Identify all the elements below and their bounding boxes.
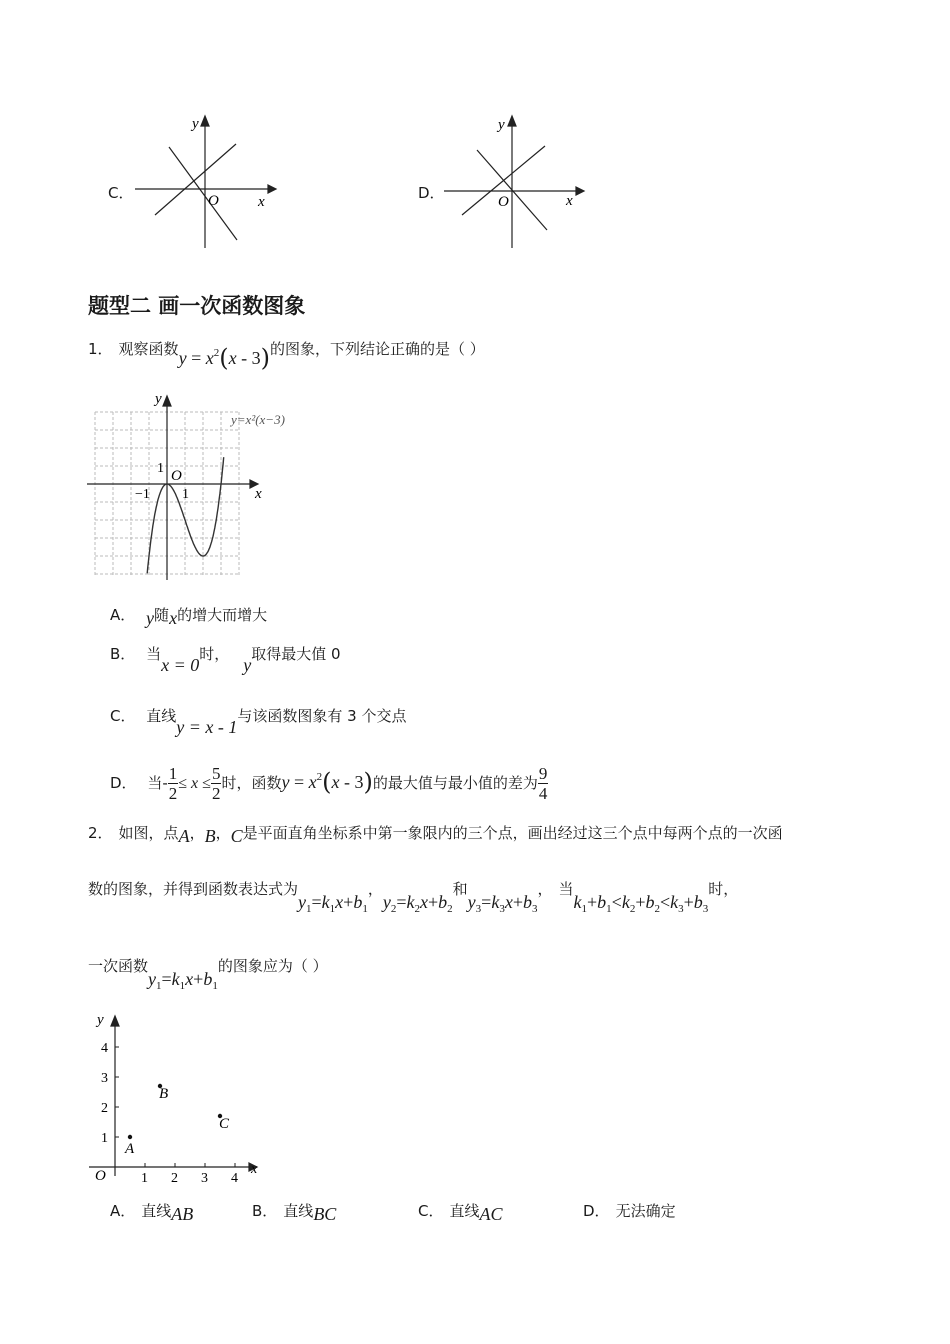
math-y1: $y_1=k_1x+b_1$ [148, 969, 218, 992]
point-label-b: B [159, 1086, 169, 1102]
q1-tail: 的图象，下列结论正确的是（ ） [269, 340, 485, 358]
tick-y-one: 1 [157, 461, 164, 476]
x-tick-label: 1 [141, 1171, 148, 1183]
x-tick-label: 3 [201, 1171, 208, 1183]
option-label: B． [252, 1202, 278, 1220]
option-label: C． [418, 1202, 444, 1220]
q2-option-b[interactable]: B． 直线BC [252, 1202, 337, 1224]
graph-option-c [130, 110, 280, 255]
x-tick-label: 2 [171, 1171, 178, 1183]
fraction-half: $\frac{1}{2}$ [168, 764, 178, 803]
option-c-label: C． [108, 184, 134, 202]
option-label: D． [583, 1202, 610, 1220]
option-text: 的最大值与最小值的差为 [372, 774, 538, 792]
math-y: y [146, 608, 155, 628]
y-tick-label: 1 [101, 1131, 108, 1146]
option-text: 与该函数图象有 3 个交点 [237, 707, 407, 725]
line-bc: BC [313, 1204, 337, 1224]
option-label: D． [110, 774, 137, 792]
option-text: 取得最大值 0 [251, 645, 341, 663]
origin-label: O [95, 1168, 106, 1183]
point-a-name: A [178, 826, 190, 846]
x-axis-label: x [566, 193, 573, 209]
q2-coordinate-graph [85, 1008, 270, 1183]
math-inequality: ≤ x ≤ [178, 775, 211, 792]
q2-option-c[interactable]: C． 直线AC [418, 1202, 503, 1224]
point-label-a: A [125, 1141, 135, 1157]
math-y2: $y_2=k_2x+b_2$ [382, 892, 453, 915]
y-axis-label: y [97, 1012, 104, 1028]
math-y1: $y_1=k_1x+b_1$ [298, 892, 368, 915]
q2-option-a[interactable]: A． 直线AB [110, 1202, 194, 1224]
y-tick-label: 4 [101, 1041, 108, 1056]
x-axis-label: x [258, 194, 265, 210]
origin-label: O [171, 468, 182, 484]
option-label: B． [110, 645, 136, 663]
section-title: 题型二 画一次函数图象 [88, 294, 306, 318]
math-function: $y = x^2(x - 3)$ [281, 768, 373, 796]
q1-option-b[interactable] [110, 643, 341, 675]
point-label-c: C [219, 1116, 230, 1132]
q1-function: $y = x^2(x - 3)$ [178, 344, 270, 372]
math-y: y [243, 655, 252, 675]
tick-x-neg-one: −1 [135, 487, 150, 502]
q2-option-d[interactable]: D． 无法确定 [583, 1202, 676, 1220]
q1-number: 1． [88, 340, 113, 358]
q1-option-a[interactable] [110, 604, 268, 628]
x-axis-label: x [251, 1162, 258, 1177]
option-text: 直线 [146, 707, 177, 725]
option-text: 当- [147, 774, 168, 792]
x-tick-label: 4 [231, 1171, 238, 1183]
x-axis-arrow-icon [576, 187, 584, 195]
option-label: A． [110, 1202, 136, 1220]
y-tick-label: 2 [101, 1101, 108, 1116]
y-axis-arrow-icon [163, 396, 171, 406]
option-text: 时，函数 [221, 774, 282, 792]
math-line: y = x - 1 [176, 717, 238, 737]
q2-line1: 2． 如图，点A，B，C是平面直角坐标系中第一象限内的三个点，画出经过这三个点中每两个点的一次函 [88, 824, 783, 846]
point-a [128, 1135, 132, 1139]
option-text: 的增大而增大 [177, 606, 268, 624]
fraction-five-halves: $\frac{5}{2}$ [211, 764, 221, 803]
option-text: 时， [199, 645, 230, 663]
graph-option-d [440, 110, 590, 255]
y-axis-arrow-icon [508, 116, 516, 126]
origin-label: O [208, 193, 219, 209]
option-label: C． [110, 707, 136, 725]
math-y3: $y_3=k_3x+b_3$ [467, 892, 538, 915]
q2-number: 2． [88, 824, 113, 842]
y-axis-label: y [498, 117, 505, 133]
y-axis-arrow-icon [111, 1016, 119, 1026]
option-text: 当 [146, 645, 162, 663]
line-ab: AB [171, 1204, 194, 1224]
math-x-eq-0: x = 0 [161, 655, 200, 675]
point-b-name: B [204, 826, 216, 846]
line-ac: AC [479, 1204, 503, 1224]
tick-x-one: 1 [182, 487, 189, 502]
x-axis-arrow-icon [268, 185, 276, 193]
q1-option-d[interactable] [110, 764, 548, 803]
y-axis-label: y [155, 391, 162, 407]
y-tick-label: 3 [101, 1071, 108, 1086]
option-text: 随 [154, 606, 170, 624]
q1-option-c[interactable] [110, 705, 407, 737]
y-axis-arrow-icon [201, 116, 209, 126]
fraction-nine-quarters: $\frac{9}{4}$ [538, 764, 548, 803]
math-x: x [169, 608, 178, 628]
q1-lead: 观察函数 [118, 340, 179, 358]
q1-stem [88, 334, 485, 372]
option-d-label: D． [418, 184, 445, 202]
line-increasing [155, 144, 236, 215]
q1-function-graph [85, 390, 310, 585]
math-condition: $k_1+b_1<k_2+b_2<k_3+b_3$ [573, 892, 709, 915]
x-axis-label: x [255, 486, 262, 502]
q2-line2: 数的图象，并得到函数表达式为$y_1=k_1x+b_1$，$y_2=k_2x+b_2$和$y_3=k_3x+b_3$， 当$k_1+b_1<k_2+b_2<k_3+b_3$时， [88, 880, 739, 915]
point-c-name: C [230, 826, 243, 846]
q2-line3: 一次函数$y_1=k_1x+b_1$的图象应为（ ） [88, 957, 328, 992]
y-axis-label: y [192, 116, 199, 132]
curve-label: y=x²(x−3) [231, 412, 285, 427]
origin-label: O [498, 194, 509, 210]
option-label: A． [110, 606, 136, 624]
